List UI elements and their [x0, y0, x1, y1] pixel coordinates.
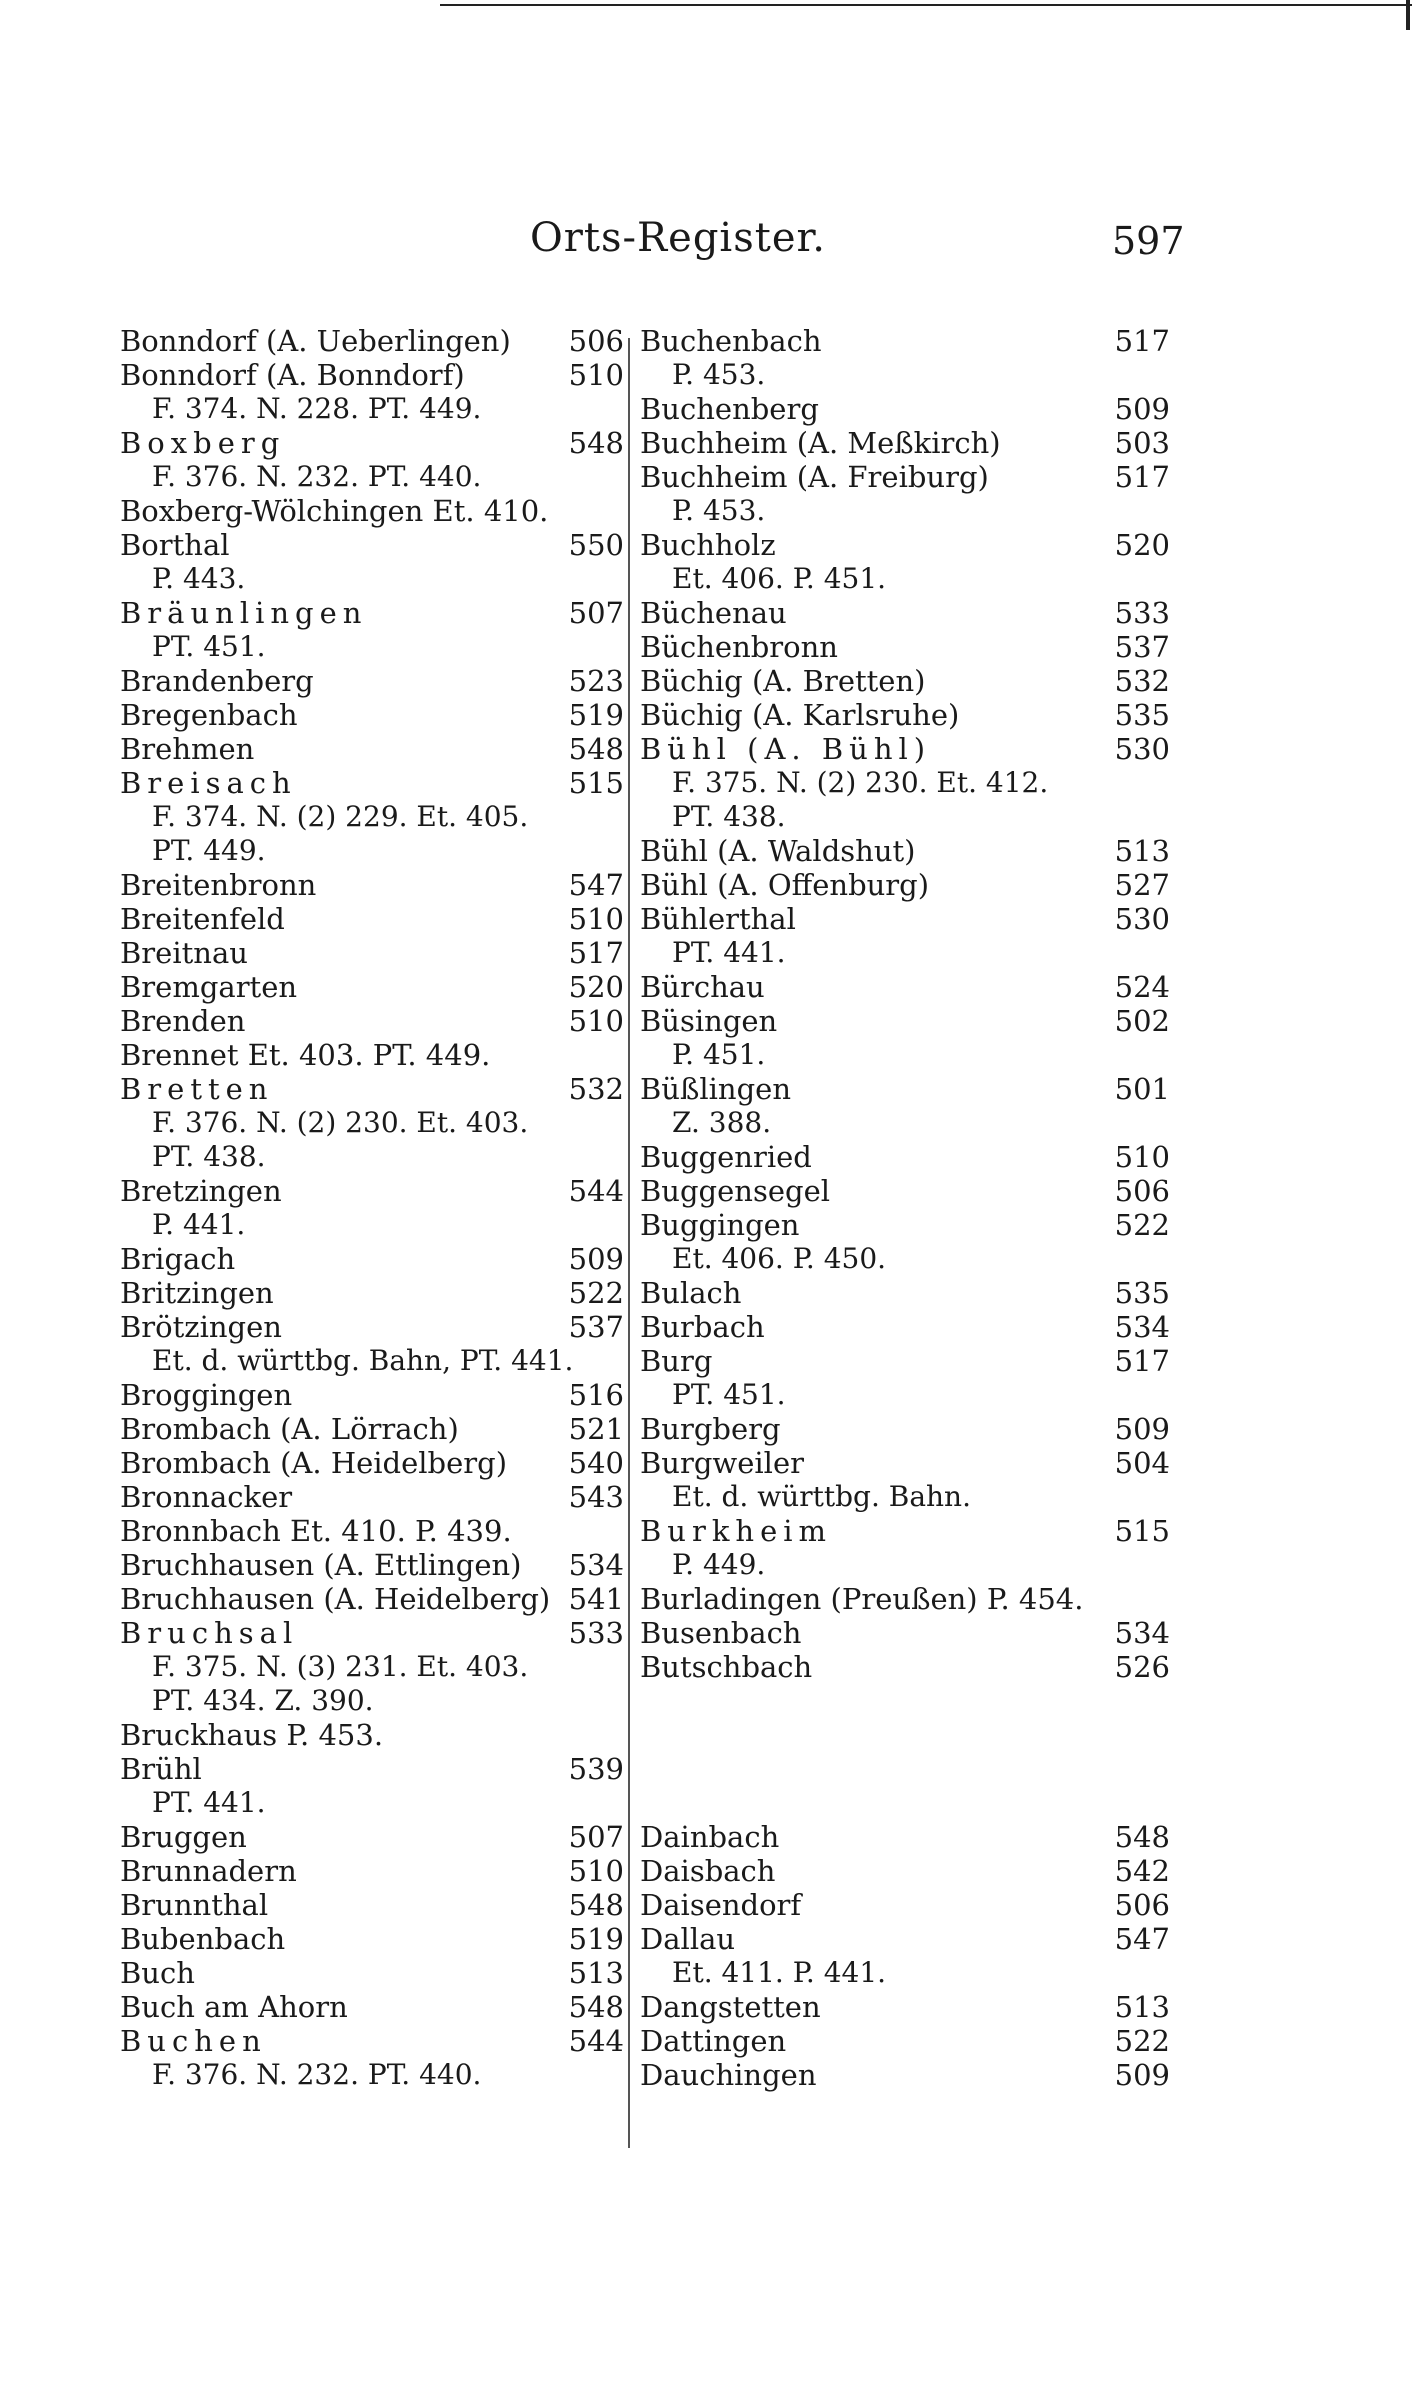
page-number: 597 [1112, 219, 1185, 263]
entry-page-number: 517 [568, 936, 624, 970]
entry-name: Bulach [640, 1276, 742, 1310]
entry-page-number: 548 [568, 1888, 624, 1922]
entry-name: Broggingen [120, 1378, 293, 1412]
entry-name: Büchig (A. Bretten) [640, 664, 926, 698]
index-entry [120, 868, 624, 902]
entry-name: Bruchhausen (A. Heidelberg) [120, 1582, 551, 1616]
entry-name: Brenden [120, 1004, 246, 1038]
index-entry [640, 1854, 1180, 1888]
entry-page-number: 522 [568, 1276, 624, 1310]
entry-name: Buggingen [640, 1208, 800, 1242]
entry-name: Brandenberg [120, 664, 314, 698]
index-entry [640, 1922, 1180, 1990]
index-entry [640, 1582, 1180, 1616]
entry-name: Bruggen [120, 1820, 247, 1854]
page-header [0, 215, 1412, 275]
index-entry [640, 868, 1180, 902]
entry-name: Brehmen [120, 732, 255, 766]
entry-name: Büchenau [640, 596, 787, 630]
entry-page-number: 510 [568, 1004, 624, 1038]
entry-page-number: 517 [1114, 460, 1170, 494]
index-entry [120, 1514, 624, 1548]
entry-page-number: 504 [1114, 1446, 1170, 1480]
entry-name: Bregenbach [120, 698, 298, 732]
entry-page-number: 506 [1114, 1888, 1170, 1922]
entry-name: Buch am Ahorn [120, 1990, 348, 2024]
entry-name: Brötzingen [120, 1310, 282, 1344]
entry-name: Bruchhausen (A. Ettlingen) [120, 1548, 522, 1582]
index-entry [120, 1242, 624, 1276]
entry-page-number: 548 [568, 426, 624, 460]
entry-detail: PT. 434. Z. 390. [152, 1684, 374, 1717]
entry-name: Boxberg-Wölchingen Et. 410. [120, 494, 549, 528]
page-title: Orts-Register. [530, 215, 826, 261]
entry-page-number: 503 [1114, 426, 1170, 460]
top-rule [440, 4, 1412, 6]
entry-page-number: 524 [1114, 970, 1170, 1004]
entry-name: Bonndorf (A. Ueberlingen) [120, 324, 511, 358]
index-entry [640, 324, 1180, 392]
entry-name: Breitenbronn [120, 868, 317, 902]
right-column [640, 324, 1180, 2092]
entry-page-number: 521 [568, 1412, 624, 1446]
index-entry [120, 1174, 624, 1242]
entry-page-number: 544 [568, 1174, 624, 1208]
entry-page-number: 519 [568, 1922, 624, 1956]
entry-page-number: 506 [1114, 1174, 1170, 1208]
entry-name: Buggensegel [640, 1174, 831, 1208]
entry-name: Brunnthal [120, 1888, 269, 1922]
entry-detail: Et. 406. P. 451. [672, 562, 887, 595]
left-column [120, 324, 624, 2092]
index-entry [120, 1582, 624, 1616]
index-entry [120, 732, 624, 766]
index-entry [120, 358, 624, 426]
entry-page-number: 537 [568, 1310, 624, 1344]
entry-page-number: 534 [1114, 1310, 1170, 1344]
entry-page-number: 548 [568, 732, 624, 766]
entry-page-number: 502 [1114, 1004, 1170, 1038]
entry-page-number: 509 [1114, 392, 1170, 426]
entry-page-number: 534 [1114, 1616, 1170, 1650]
entry-name: Dallau [640, 1922, 736, 1956]
entry-page-number: 530 [1114, 902, 1170, 936]
index-entry [640, 630, 1180, 664]
entry-detail: F. 374. N. (2) 229. Et. 405. [152, 800, 529, 833]
entry-name: Bruckhaus P. 453. [120, 1718, 384, 1752]
entry-page-number: 520 [568, 970, 624, 1004]
index-entry [120, 698, 624, 732]
index-entry [640, 1310, 1180, 1344]
entry-name: Bretzingen [120, 1174, 282, 1208]
entry-page-number: 509 [568, 1242, 624, 1276]
index-entry [640, 834, 1180, 868]
entry-name: Brunnadern [120, 1854, 297, 1888]
entry-name: Burgweiler [640, 1446, 804, 1480]
index-entry [640, 1616, 1180, 1650]
index-entry [120, 494, 624, 528]
entry-detail: F. 374. N. 228. PT. 449. [152, 392, 482, 425]
entry-name: Buchheim (A. Meßkirch) [640, 426, 1001, 460]
index-entry [640, 664, 1180, 698]
entry-name: Brigach [120, 1242, 236, 1276]
entry-detail: F. 376. N. (2) 230. Et. 403. [152, 1106, 529, 1139]
entry-name: Bretten [120, 1072, 274, 1106]
index-entry [120, 528, 624, 596]
entry-name: Dattingen [640, 2024, 787, 2058]
index-entry [120, 1412, 624, 1446]
entry-page-number: 510 [1114, 1140, 1170, 1174]
entry-page-number: 537 [1114, 630, 1170, 664]
index-entry [640, 1140, 1180, 1174]
entry-page-number: 541 [568, 1582, 624, 1616]
entry-page-number: 510 [568, 902, 624, 936]
entry-page-number: 547 [1114, 1922, 1170, 1956]
index-entry [120, 1752, 624, 1820]
index-entry [640, 1276, 1180, 1310]
entry-detail: Et. 406. P. 450. [672, 1242, 887, 1275]
entry-name: Burladingen (Preußen) P. 454. [640, 1582, 1084, 1616]
index-entry [120, 1548, 624, 1582]
entry-detail: PT. 438. [152, 1140, 266, 1173]
entry-name: Buggenried [640, 1140, 812, 1174]
entry-name: Buchholz [640, 528, 776, 562]
entry-page-number: 519 [568, 698, 624, 732]
entry-name: Burgberg [640, 1412, 781, 1446]
entry-name: Bühl (A. Offenburg) [640, 868, 930, 902]
entry-page-number: 513 [1114, 1990, 1170, 2024]
entry-page-number: 516 [568, 1378, 624, 1412]
index-entry [640, 1888, 1180, 1922]
entry-name: Bonndorf (A. Bonndorf) [120, 358, 465, 392]
entry-name: Buchenberg [640, 392, 819, 426]
index-entry [640, 1990, 1180, 2024]
index-entry [120, 1820, 624, 1854]
index-entry [120, 1480, 624, 1514]
entry-page-number: 542 [1114, 1854, 1170, 1888]
entry-detail: F. 375. N. (3) 231. Et. 403. [152, 1650, 529, 1683]
index-entry [120, 324, 624, 358]
entry-name: Burkheim [640, 1514, 833, 1548]
index-entry [120, 1038, 624, 1072]
entry-page-number: 532 [1114, 664, 1170, 698]
entry-page-number: 513 [1114, 834, 1170, 868]
entry-name: Butschbach [640, 1650, 813, 1684]
index-entry [120, 766, 624, 868]
entry-name: Bürchau [640, 970, 765, 1004]
b-entries [640, 324, 1180, 1684]
entry-name: Dangstetten [640, 1990, 821, 2024]
entry-page-number: 507 [568, 596, 624, 630]
entry-name: Bühl (A. Bühl) [640, 732, 932, 766]
entry-name: Bühl (A. Waldshut) [640, 834, 916, 868]
entry-page-number: 548 [568, 1990, 624, 2024]
index-entry [120, 1446, 624, 1480]
entry-page-number: 522 [1114, 1208, 1170, 1242]
entry-name: Büsingen [640, 1004, 778, 1038]
entry-page-number: 539 [568, 1752, 624, 1786]
entry-page-number: 517 [1114, 1344, 1170, 1378]
entry-name: Boxberg [120, 426, 286, 460]
entry-page-number: 507 [568, 1820, 624, 1854]
entry-name: Buch [120, 1956, 195, 1990]
entry-detail: P. 453. [672, 358, 766, 391]
entry-name: Dainbach [640, 1820, 780, 1854]
index-entry [120, 1888, 624, 1922]
index-entry [640, 1004, 1180, 1072]
entry-page-number: 548 [1114, 1820, 1170, 1854]
entry-page-number: 527 [1114, 868, 1170, 902]
entry-detail: PT. 441. [152, 1786, 266, 1819]
entry-page-number: 520 [1114, 528, 1170, 562]
entry-detail: Et. 411. P. 441. [672, 1956, 887, 1989]
entry-page-number: 550 [568, 528, 624, 562]
entry-name: Burg [640, 1344, 713, 1378]
column-divider [628, 338, 630, 2148]
entry-name: Bruchsal [120, 1616, 299, 1650]
entry-page-number: 535 [1114, 698, 1170, 732]
entry-page-number: 501 [1114, 1072, 1170, 1106]
entry-detail: F. 376. N. 232. PT. 440. [152, 2058, 482, 2091]
index-entry [120, 1922, 624, 1956]
index-entry [640, 902, 1180, 970]
index-entry [120, 970, 624, 1004]
index-entry [640, 1446, 1180, 1514]
entry-page-number: 534 [568, 1548, 624, 1582]
entry-detail: PT. 451. [152, 630, 266, 663]
entry-name: Brühl [120, 1752, 202, 1786]
index-entry [120, 1854, 624, 1888]
entry-detail: P. 441. [152, 1208, 246, 1241]
entry-name: Burbach [640, 1310, 765, 1344]
entry-page-number: 547 [568, 868, 624, 902]
index-entry [640, 426, 1180, 460]
index-entry [640, 392, 1180, 426]
index-entry [640, 1650, 1180, 1684]
index-entry [640, 1514, 1180, 1582]
entry-page-number: 522 [1114, 2024, 1170, 2058]
entry-name: Britzingen [120, 1276, 274, 1310]
entry-name: Büßlingen [640, 1072, 791, 1106]
entry-detail: PT. 449. [152, 834, 266, 867]
index-entry [640, 460, 1180, 528]
index-entry [640, 2024, 1180, 2058]
entry-detail: Z. 388. [672, 1106, 772, 1139]
entry-name: Bräunlingen [120, 596, 368, 630]
entry-page-number: 510 [568, 358, 624, 392]
entry-detail: P. 443. [152, 562, 246, 595]
entry-page-number: 530 [1114, 732, 1170, 766]
entry-page-number: 540 [568, 1446, 624, 1480]
entry-name: Buchheim (A. Freiburg) [640, 460, 989, 494]
entry-detail: P. 449. [672, 1548, 766, 1581]
entry-page-number: 510 [568, 1854, 624, 1888]
entry-name: Brombach (A. Heidelberg) [120, 1446, 508, 1480]
entry-name: Breitenfeld [120, 902, 285, 936]
entry-page-number: 526 [1114, 1650, 1170, 1684]
section-gap [640, 1684, 1180, 1820]
index-entry [120, 1378, 624, 1412]
entry-page-number: 513 [568, 1956, 624, 1990]
entry-page-number: 533 [1114, 596, 1170, 630]
index-entry [640, 2058, 1180, 2092]
index-entry [120, 1616, 624, 1718]
entry-page-number: 523 [568, 664, 624, 698]
entry-name: Bronnacker [120, 1480, 293, 1514]
entry-detail: P. 451. [672, 1038, 766, 1071]
index-entry [640, 732, 1180, 834]
entry-name: Büchenbronn [640, 630, 838, 664]
entry-name: Daisendorf [640, 1888, 802, 1922]
index-entry [640, 970, 1180, 1004]
entry-page-number: 506 [568, 324, 624, 358]
entry-page-number: 509 [1114, 1412, 1170, 1446]
d-entries [640, 1820, 1180, 2092]
entry-page-number: 543 [568, 1480, 624, 1514]
entry-page-number: 517 [1114, 324, 1170, 358]
entry-name: Busenbach [640, 1616, 802, 1650]
index-entry [640, 528, 1180, 596]
entry-detail: Et. d. württbg. Bahn. [672, 1480, 971, 1513]
entry-detail: Et. d. württbg. Bahn, PT. 441. [152, 1344, 574, 1377]
entry-name: Büchig (A. Karlsruhe) [640, 698, 960, 732]
index-entry [640, 1174, 1180, 1208]
index-entry [120, 1310, 624, 1378]
entry-name: Dauchingen [640, 2058, 817, 2092]
entry-detail: P. 453. [672, 494, 766, 527]
entry-page-number: 532 [568, 1072, 624, 1106]
index-entry [120, 1990, 624, 2024]
index-entry [640, 1344, 1180, 1412]
corner-rule [1406, 0, 1410, 30]
index-entry [120, 1072, 624, 1174]
index-entry [120, 1718, 624, 1752]
index-entry [120, 1956, 624, 1990]
entry-page-number: 535 [1114, 1276, 1170, 1310]
entry-name: Buchen [120, 2024, 267, 2058]
index-entry [640, 698, 1180, 732]
entry-name: Bubenbach [120, 1922, 286, 1956]
entry-detail: PT. 451. [672, 1378, 786, 1411]
entry-page-number: 515 [1114, 1514, 1170, 1548]
entry-page-number: 515 [568, 766, 624, 800]
entry-page-number: 544 [568, 2024, 624, 2058]
index-entry [120, 426, 624, 494]
index-entry [640, 1208, 1180, 1276]
entry-name: Brennet Et. 403. PT. 449. [120, 1038, 491, 1072]
index-entry [120, 596, 624, 664]
index-entry [120, 664, 624, 698]
entry-detail: F. 376. N. 232. PT. 440. [152, 460, 482, 493]
index-entry [120, 936, 624, 970]
entry-name: Borthal [120, 528, 230, 562]
entry-name: Buchenbach [640, 324, 822, 358]
index-entry [640, 1820, 1180, 1854]
entry-page-number: 533 [568, 1616, 624, 1650]
entry-name: Bronnbach Et. 410. P. 439. [120, 1514, 512, 1548]
index-entry [640, 596, 1180, 630]
entry-name: Brombach (A. Lörrach) [120, 1412, 459, 1446]
entry-name: Breitnau [120, 936, 248, 970]
entry-name: Daisbach [640, 1854, 776, 1888]
entry-name: Breisach [120, 766, 297, 800]
entry-detail: PT. 438. [672, 800, 786, 833]
entry-detail: F. 375. N. (2) 230. Et. 412. [672, 766, 1049, 799]
entry-name: Bühlerthal [640, 902, 796, 936]
index-entry [120, 902, 624, 936]
entry-detail: PT. 441. [672, 936, 786, 969]
entry-name: Bremgarten [120, 970, 298, 1004]
index-entry [120, 2024, 624, 2092]
index-entry [640, 1412, 1180, 1446]
index-entry [120, 1276, 624, 1310]
index-entry [120, 1004, 624, 1038]
entry-page-number: 509 [1114, 2058, 1170, 2092]
index-entry [640, 1072, 1180, 1140]
